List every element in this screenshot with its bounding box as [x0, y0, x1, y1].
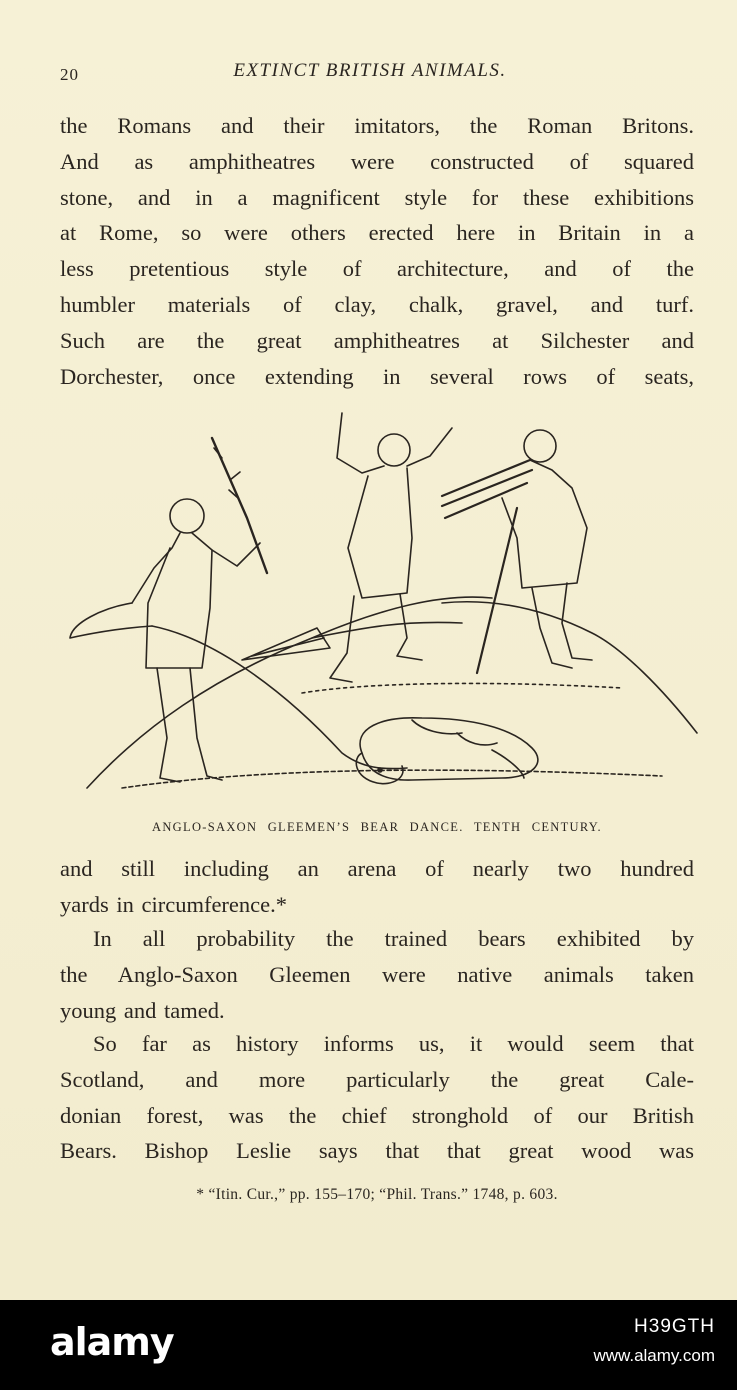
- text-line: the Romans and their imitators, the Roman Britons.: [60, 113, 694, 138]
- stock-footer-bar: [0, 1300, 737, 1390]
- text-line: Dorchester, once extending in several rows of seats,: [60, 363, 694, 389]
- text-line: the Anglo-Saxon Gleemen were native animals taken: [60, 961, 694, 987]
- text-line: stone, and in a magnificent style for these exhibitions: [60, 184, 694, 210]
- alamy-logo: alamy: [50, 1320, 174, 1364]
- text-line: less pretentious style of architecture, and of the: [60, 256, 694, 282]
- text-line: Such are the great amphitheatres at Silchester and: [60, 327, 694, 353]
- image-id: H39GTH: [634, 1316, 715, 1337]
- text-line: In all probability the trained bears exhibited by: [93, 926, 694, 951]
- footnote: * “Itin. Cur.,” pp. 155–170; “Phil. Trans.” 1748, p. 603.: [196, 1186, 558, 1203]
- paragraph-3: [60, 921, 694, 1028]
- text-line: Scotland, and more particularly the great Cale-: [60, 1066, 694, 1092]
- paragraph-1: [60, 108, 694, 394]
- page-number: 20: [60, 65, 79, 84]
- text-line: Bears. Bishop Leslie says that that great wood was: [60, 1138, 694, 1164]
- paragraph-2: [60, 851, 694, 923]
- running-title: EXTINCT BRITISH ANIMALS.: [233, 60, 507, 81]
- site-url: www.alamy.com: [593, 1346, 715, 1365]
- text-line: and still including an arena of nearly two hundred: [60, 856, 694, 881]
- page-header: [60, 60, 700, 90]
- figure-caption: ANGLO-SAXON GLEEMEN’S BEAR DANCE. TENTH CENTURY.: [152, 820, 602, 834]
- text-line: humbler materials of clay, chalk, gravel, and turf.: [60, 291, 694, 317]
- text-line: So far as history informs us, it would seem that: [93, 1031, 694, 1056]
- text-line: donian forest, was the chief stronghold of our British: [60, 1102, 694, 1128]
- paragraph-4: [60, 1026, 694, 1169]
- text-line: at Rome, so were others erected here in Britain in a: [60, 220, 694, 246]
- text-line: And as amphitheatres were constructed of squared: [60, 148, 694, 174]
- text-line: yards in circumference.*: [60, 891, 288, 917]
- text-line: young and tamed.: [60, 997, 225, 1023]
- bear-dance-illustration: [62, 398, 702, 808]
